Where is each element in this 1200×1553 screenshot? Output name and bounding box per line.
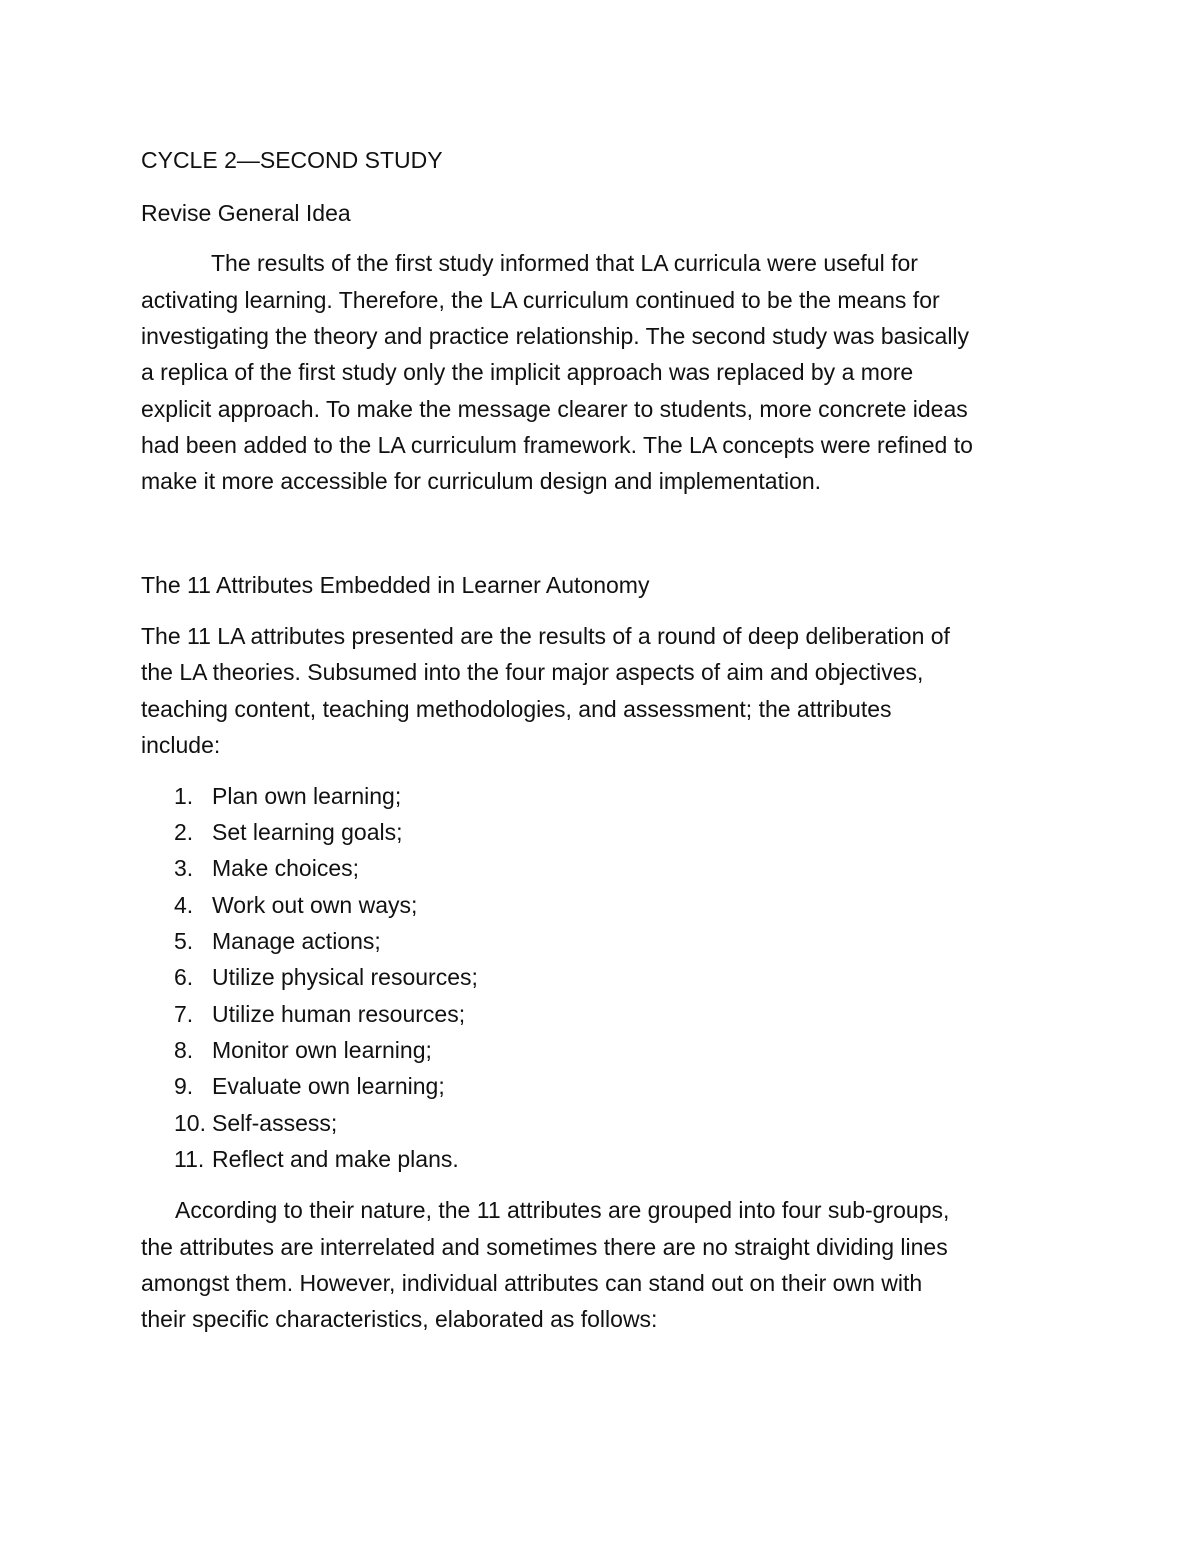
list-item-number: 6. bbox=[174, 964, 194, 990]
paragraph2-line: include: bbox=[141, 732, 221, 758]
paragraph2-line: the LA theories. Subsumed into the four major aspects of aim and objectives, bbox=[141, 659, 924, 685]
list-item-text: Utilize physical resources; bbox=[212, 964, 478, 990]
list-item-number: 8. bbox=[174, 1037, 194, 1063]
list-item-text: Monitor own learning; bbox=[212, 1037, 432, 1063]
document-heading: CYCLE 2—SECOND STUDY bbox=[141, 147, 443, 173]
paragraph1-line: make it more accessible for curriculum design and implementation. bbox=[141, 468, 822, 494]
list-item-number: 9. bbox=[174, 1073, 194, 1099]
paragraph1-line: investigating the theory and practice relationship. The second study was basically bbox=[141, 323, 970, 349]
list-item-number: 2. bbox=[174, 819, 194, 845]
paragraph1-line: a replica of the first study only the implicit approach was replaced by a more bbox=[141, 359, 914, 385]
paragraph1-line: explicit approach. To make the message clearer to students, more concrete ideas bbox=[141, 396, 968, 422]
list-item-text: Plan own learning; bbox=[212, 783, 402, 809]
paragraph1-line: had been added to the LA curriculum framework. The LA concepts were refined to bbox=[141, 432, 973, 458]
list-item-text: Make choices; bbox=[212, 855, 360, 881]
list-item-number: 4. bbox=[174, 892, 194, 918]
list-item-number: 7. bbox=[174, 1001, 194, 1027]
list-item-text: Work out own ways; bbox=[212, 892, 418, 918]
paragraph3-line: their specific characteristics, elaborated as follows: bbox=[141, 1306, 658, 1332]
list-item-number: 10. bbox=[174, 1110, 206, 1136]
paragraph1-line: The results of the first study informed that LA curricula were useful for bbox=[211, 250, 918, 276]
list-item-text: Set learning goals; bbox=[212, 819, 403, 845]
list-item-text: Manage actions; bbox=[212, 928, 381, 954]
paragraph3-line: amongst them. However, individual attributes can stand out on their own with bbox=[141, 1270, 923, 1296]
paragraph2-line: teaching content, teaching methodologies, and assessment; the attributes bbox=[141, 696, 892, 722]
paragraph3-line: the attributes are interrelated and sometimes there are no straight dividing lines bbox=[141, 1234, 948, 1260]
document-subheading: Revise General Idea bbox=[141, 200, 351, 226]
paragraph2-line: The 11 LA attributes presented are the results of a round of deep deliberation of bbox=[141, 623, 950, 649]
list-item-text: Reflect and make plans. bbox=[212, 1146, 459, 1172]
list-item-number: 1. bbox=[174, 783, 194, 809]
list-item-text: Self-assess; bbox=[212, 1110, 338, 1136]
list-item-number: 5. bbox=[174, 928, 194, 954]
paragraph3-line: According to their nature, the 11 attributes are grouped into four sub-groups, bbox=[175, 1197, 950, 1223]
list-item-number: 11. bbox=[174, 1146, 205, 1172]
section-title: The 11 Attributes Embedded in Learner Autonomy bbox=[141, 572, 650, 598]
list-item-number: 3. bbox=[174, 855, 194, 881]
list-item-text: Evaluate own learning; bbox=[212, 1073, 445, 1099]
paragraph1-line: activating learning. Therefore, the LA curriculum continued to be the means for bbox=[141, 287, 940, 313]
list-item-text: Utilize human resources; bbox=[212, 1001, 466, 1027]
